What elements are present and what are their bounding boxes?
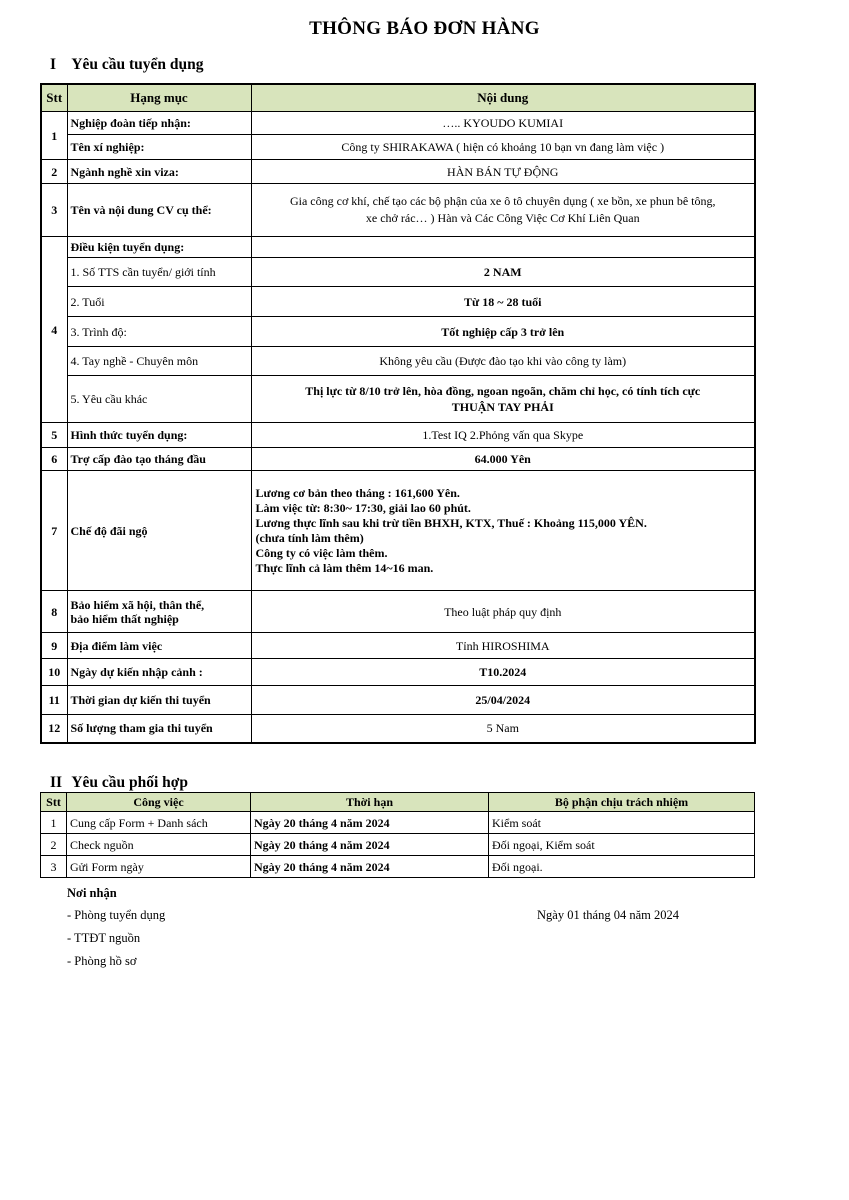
exam-date-label: Thời gian dự kiến thi tuyển: [67, 686, 251, 715]
visa-trade-value: HÀN BÁN TỰ ĐỘNG: [251, 160, 755, 184]
table-row: [41, 686, 755, 715]
insurance-value: Theo luật pháp quy định: [251, 591, 755, 633]
header-deadline: Thời hạn: [251, 793, 489, 812]
benefits-line-2: Làm việc từ: 8:30~ 17:30, giải lao 60 phút.: [255, 500, 471, 515]
other-requirements-line-1: Thị lực từ 8/10 trở lên, hòa đồng, ngoan ngoãn, chăm chỉ học, có tính tích cực: [305, 384, 701, 398]
document-date: Ngày 01 tháng 04 năm 2024: [537, 908, 679, 922]
table-row: [41, 812, 755, 834]
receiving-union-value: ….. KYOUDO KUMIAI: [251, 112, 755, 135]
receiving-union-label: Nghiệp đoàn tiếp nhận:: [67, 112, 251, 135]
benefits-line-3: Lương thực lĩnh sau khi trừ tiền BHXH, KTX, Thuế : Khoảng 115,000 YÊN.: [255, 515, 647, 530]
section-1-number: I: [50, 56, 57, 73]
entry-date-value: T10.2024: [251, 659, 755, 686]
recruitment-requirements-table: [40, 83, 756, 744]
recruitment-method-label: Hình thức tuyển dụng:: [67, 423, 251, 448]
table-row: [41, 471, 755, 591]
header-stt: Stt: [41, 84, 67, 112]
training-allowance-value: 64.000 Yên: [251, 448, 755, 471]
row-stt: 7: [41, 471, 67, 591]
header-task: Công việc: [67, 793, 251, 812]
table-row: [41, 237, 755, 258]
row-stt: 1: [41, 812, 67, 834]
table-row: [41, 376, 755, 423]
section-2-label: Yêu cầu phối hợp: [71, 774, 189, 791]
other-requirements-line-2: THUẬN TAY PHẢI: [451, 400, 554, 414]
row-stt: 8: [41, 591, 67, 633]
row-stt: 4: [41, 237, 67, 423]
benefits-value: [251, 471, 755, 591]
benefits-line-4: (chưa tính làm thêm): [255, 530, 364, 545]
exam-count-value: 5 Nam: [251, 715, 755, 743]
table-row: [41, 633, 755, 659]
table-header-row: [41, 84, 755, 112]
row-department: Đối ngoại, Kiểm soát: [489, 834, 755, 856]
recruitment-method-value: 1.Test IQ 2.Phỏng vấn qua Skype: [251, 423, 755, 448]
section-2-title: [50, 774, 188, 792]
row-task: Check nguồn: [67, 834, 251, 856]
row-task: Cung cấp Form + Danh sách: [67, 812, 251, 834]
table-row: [41, 834, 755, 856]
conditions-blank: [251, 237, 755, 258]
header-content: Nội dung: [251, 84, 755, 112]
row-department: Đối ngoại.: [489, 856, 755, 878]
table-row: [41, 423, 755, 448]
table-row: [41, 258, 755, 287]
row-deadline: Ngày 20 tháng 4 năm 2024: [251, 856, 489, 878]
row-stt: 3: [41, 856, 67, 878]
table-row: [41, 317, 755, 347]
row-stt: 11: [41, 686, 67, 715]
other-requirements-value: [251, 376, 755, 423]
row-stt: 10: [41, 659, 67, 686]
table-row: [41, 856, 755, 878]
row-stt: 6: [41, 448, 67, 471]
job-content-label: Tên và nội dung CV cụ thể:: [67, 184, 251, 237]
training-allowance-label: Trợ cấp đào tạo tháng đầu: [67, 448, 251, 471]
row-stt: 9: [41, 633, 67, 659]
header-department: Bộ phận chịu trách nhiệm: [489, 793, 755, 812]
row-stt: 1: [41, 112, 67, 160]
recipients-heading: Nơi nhận: [67, 886, 117, 900]
skill-label: 4. Tay nghề - Chuyên môn: [67, 347, 251, 376]
table-row: [41, 287, 755, 317]
education-label: 3. Trình độ:: [67, 317, 251, 347]
benefits-line-5: Công ty có việc làm thêm.: [255, 545, 388, 560]
row-deadline: Ngày 20 tháng 4 năm 2024: [251, 812, 489, 834]
section-1-label: Yêu cầu tuyển dụng: [71, 56, 204, 73]
exam-count-label: Số lượng tham gia thi tuyển: [67, 715, 251, 743]
row-task: Gửi Form ngày: [67, 856, 251, 878]
recipient-item: - Phòng tuyển dụng: [67, 908, 166, 922]
section-1-title: [50, 56, 204, 74]
row-department: Kiểm soát: [489, 812, 755, 834]
row-stt: 12: [41, 715, 67, 743]
job-content-line-1: Gia công cơ khí, chế tạo các bộ phận của xe ô tô chuyên dụng ( xe bồn, xe phun bê tông,: [289, 194, 716, 208]
skill-value: Không yêu cầu (Được đào tạo khi vào công ty làm): [251, 347, 755, 376]
page-title: THÔNG BÁO ĐƠN HÀNG: [309, 18, 540, 39]
trainee-count-label: 1. Số TTS cần tuyển/ giới tính: [67, 258, 251, 287]
header-item: Hạng mục: [67, 84, 251, 112]
other-requirements-label: 5. Yêu cầu khác: [67, 376, 251, 423]
recipient-item: - Phòng hồ sơ: [67, 954, 137, 968]
table-row: [41, 160, 755, 184]
coordination-table: [40, 792, 755, 878]
work-location-label: Địa điểm làm việc: [67, 633, 251, 659]
row-stt: 2: [41, 834, 67, 856]
row-stt: 2: [41, 160, 67, 184]
education-value: Tốt nghiệp cấp 3 trở lên: [251, 317, 755, 347]
company-name-label: Tên xí nghiệp:: [67, 135, 251, 160]
benefits-line-6: Thực lĩnh cả làm thêm 14~16 man.: [255, 560, 434, 575]
table-row: [41, 659, 755, 686]
insurance-label-line-1: Bảo hiểm xã hội, thân thể,: [70, 597, 205, 612]
recipient-item: - TTĐT nguồn: [67, 931, 141, 945]
table-row: [41, 347, 755, 376]
table-header-row: [41, 793, 755, 812]
table-row: [41, 112, 755, 135]
work-location-value: Tỉnh HIROSHIMA: [251, 633, 755, 659]
entry-date-label: Ngày dự kiến nhập cảnh :: [67, 659, 251, 686]
job-content-line-2: xe chở rác… ) Hàn và Các Công Việc Cơ Khí Liên Quan: [365, 211, 640, 225]
job-content-value: [251, 184, 755, 237]
visa-trade-label: Ngành nghề xin viza:: [67, 160, 251, 184]
table-row: [41, 184, 755, 237]
table-row: [41, 591, 755, 633]
table-row: [41, 135, 755, 160]
age-label: 2. Tuổi: [67, 287, 251, 317]
insurance-label: [67, 591, 251, 633]
header-stt: Stt: [41, 793, 67, 812]
conditions-heading: Điều kiện tuyển dụng:: [67, 237, 251, 258]
trainee-count-value: 2 NAM: [251, 258, 755, 287]
row-deadline: Ngày 20 tháng 4 năm 2024: [251, 834, 489, 856]
insurance-label-line-2: bảo hiểm thất nghiệp: [70, 611, 179, 626]
age-value: Từ 18 ~ 28 tuổi: [251, 287, 755, 317]
row-stt: 5: [41, 423, 67, 448]
table-row: [41, 448, 755, 471]
benefits-label: Chế độ đãi ngộ: [67, 471, 251, 591]
company-name-value: Công ty SHIRAKAWA ( hiện có khoảng 10 bạn vn đang làm việc ): [251, 135, 755, 160]
exam-date-value: 25/04/2024: [251, 686, 755, 715]
section-2-number: II: [50, 774, 63, 791]
row-stt: 3: [41, 184, 67, 237]
benefits-line-1: Lương cơ bản theo tháng : 161,600 Yên.: [255, 485, 460, 500]
table-row: [41, 715, 755, 743]
